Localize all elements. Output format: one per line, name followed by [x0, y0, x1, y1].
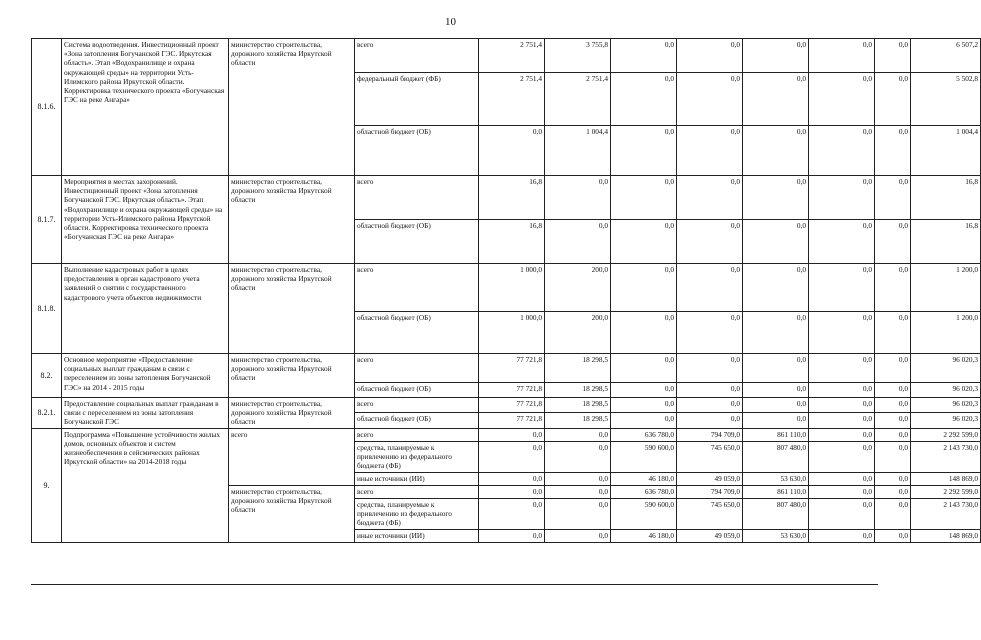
row-number: 8.2.1.	[32, 398, 62, 429]
funding-source: федеральный бюджет (ФБ)	[355, 73, 479, 126]
value-cell: 2 751,4	[479, 39, 545, 73]
value-cell: 0,0	[677, 398, 743, 413]
value-cell: 0,0	[875, 472, 911, 485]
value-cell: 0,0	[875, 176, 911, 220]
value-cell: 77 721,8	[479, 354, 545, 383]
value-cell: 0,0	[545, 428, 611, 441]
funding-source: областной бюджет (ОБ)	[355, 220, 479, 264]
value-cell: 0,0	[875, 383, 911, 398]
value-cell: 1 000,0	[479, 312, 545, 354]
value-cell: 745 650,0	[677, 441, 743, 472]
value-cell: 0,0	[677, 73, 743, 126]
table-row	[32, 264, 981, 312]
value-cell: 148 869,0	[911, 472, 981, 485]
measure-name: Мероприятия в местах захоронений. Инвестиционный проект «Зона затопления Богучанской ГЭС. Иркутская область». Этап «Водохранилище и охрана окружающей среды» на территории Усть-Илимского района Иркутской области. Корректировка технического проекта «Богучанская ГЭС на реке Ангара»	[62, 176, 229, 264]
value-cell: 0,0	[743, 126, 809, 176]
value-cell: 0,0	[479, 126, 545, 176]
page-bottom-rule	[31, 584, 878, 585]
value-cell: 794 709,0	[677, 428, 743, 441]
value-cell: 0,0	[611, 39, 677, 73]
value-cell: 77 721,8	[479, 413, 545, 428]
value-cell: 0,0	[875, 73, 911, 126]
value-cell: 0,0	[809, 498, 875, 529]
value-cell: 3 755,8	[545, 39, 611, 73]
value-cell: 0,0	[545, 485, 611, 498]
value-cell: 0,0	[545, 498, 611, 529]
table-row	[32, 39, 981, 73]
value-cell: 0,0	[677, 383, 743, 398]
funding-source: областной бюджет (ОБ)	[355, 126, 479, 176]
value-cell: 0,0	[875, 264, 911, 312]
value-cell: 0,0	[479, 485, 545, 498]
executor: министерство строительства, дорожного хозяйства Иркутской области	[229, 176, 355, 264]
value-cell: 636 780,0	[611, 485, 677, 498]
value-cell: 0,0	[809, 220, 875, 264]
value-cell: 0,0	[677, 312, 743, 354]
value-cell: 0,0	[545, 529, 611, 542]
funding-source: всего	[355, 264, 479, 312]
value-cell: 861 110,0	[743, 485, 809, 498]
value-cell: 1 004,4	[545, 126, 611, 176]
value-cell: 0,0	[611, 126, 677, 176]
value-cell: 0,0	[809, 398, 875, 413]
value-cell: 0,0	[809, 428, 875, 441]
value-cell: 1 200,0	[911, 264, 981, 312]
value-cell: 0,0	[743, 354, 809, 383]
value-cell: 0,0	[809, 472, 875, 485]
row-number: 8.1.7.	[32, 176, 62, 264]
value-cell: 807 480,0	[743, 498, 809, 529]
value-cell: 0,0	[743, 413, 809, 428]
value-cell: 0,0	[875, 220, 911, 264]
value-cell: 0,0	[809, 126, 875, 176]
funding-source: иные источники (ИИ)	[355, 529, 479, 542]
value-cell: 0,0	[479, 428, 545, 441]
table-row	[32, 354, 981, 383]
value-cell: 46 180,0	[611, 529, 677, 542]
value-cell: 148 869,0	[911, 529, 981, 542]
value-cell: 96 020,3	[911, 354, 981, 383]
value-cell: 16,8	[479, 220, 545, 264]
value-cell: 200,0	[545, 264, 611, 312]
value-cell: 0,0	[611, 176, 677, 220]
value-cell: 0,0	[875, 498, 911, 529]
value-cell: 0,0	[875, 312, 911, 354]
table-row	[32, 428, 981, 441]
measure-name: Система водоотведения. Инвестиционный проект «Зона затопления Богучанской ГЭС. Иркутская область». Этап «Водохранилище и охрана окружающей среды» на территории Усть-Илимского района Иркутской области. Корректировка технического проекта «Богучанская ГЭС на реке Ангара»	[62, 39, 229, 176]
value-cell: 18 298,5	[545, 354, 611, 383]
value-cell: 77 721,8	[479, 398, 545, 413]
value-cell: 96 020,3	[911, 383, 981, 398]
value-cell: 16,8	[911, 220, 981, 264]
value-cell: 96 020,3	[911, 398, 981, 413]
table-row	[32, 398, 981, 413]
value-cell: 1 000,0	[479, 264, 545, 312]
value-cell: 0,0	[809, 264, 875, 312]
value-cell: 0,0	[875, 428, 911, 441]
value-cell: 0,0	[875, 529, 911, 542]
value-cell: 0,0	[479, 529, 545, 542]
value-cell: 18 298,5	[545, 413, 611, 428]
value-cell: 0,0	[743, 220, 809, 264]
funding-source: всего	[355, 398, 479, 413]
executor: министерство строительства, дорожного хозяйства Иркутской области	[229, 485, 355, 542]
value-cell: 0,0	[611, 312, 677, 354]
value-cell: 53 630,0	[743, 529, 809, 542]
value-cell: 0,0	[743, 312, 809, 354]
value-cell: 6 507,2	[911, 39, 981, 73]
budget-table	[31, 38, 981, 543]
value-cell: 18 298,5	[545, 383, 611, 398]
page-number: 10	[445, 16, 456, 28]
value-cell: 0,0	[809, 73, 875, 126]
funding-source: всего	[355, 428, 479, 441]
value-cell: 0,0	[611, 398, 677, 413]
value-cell: 0,0	[875, 485, 911, 498]
value-cell: 0,0	[677, 413, 743, 428]
value-cell: 49 059,0	[677, 472, 743, 485]
value-cell: 46 180,0	[611, 472, 677, 485]
value-cell: 16,8	[479, 176, 545, 220]
value-cell: 2 143 730,0	[911, 441, 981, 472]
executor: министерство строительства, дорожного хозяйства Иркутской области	[229, 354, 355, 398]
value-cell: 53 630,0	[743, 472, 809, 485]
value-cell: 0,0	[677, 39, 743, 73]
value-cell: 0,0	[479, 441, 545, 472]
value-cell: 0,0	[743, 73, 809, 126]
funding-source: средства, планируемые к привлечению из федерального бюджета (ФБ)	[355, 498, 479, 529]
value-cell: 861 110,0	[743, 428, 809, 441]
value-cell: 0,0	[743, 398, 809, 413]
value-cell: 0,0	[611, 413, 677, 428]
value-cell: 0,0	[611, 354, 677, 383]
value-cell: 0,0	[875, 354, 911, 383]
value-cell: 0,0	[809, 383, 875, 398]
value-cell: 0,0	[677, 354, 743, 383]
value-cell: 0,0	[545, 220, 611, 264]
value-cell: 0,0	[809, 485, 875, 498]
value-cell: 0,0	[809, 441, 875, 472]
value-cell: 1 004,4	[911, 126, 981, 176]
value-cell: 2 751,4	[545, 73, 611, 126]
value-cell: 0,0	[743, 39, 809, 73]
funding-source: областной бюджет (ОБ)	[355, 312, 479, 354]
value-cell: 0,0	[545, 441, 611, 472]
value-cell: 0,0	[809, 176, 875, 220]
value-cell: 0,0	[545, 176, 611, 220]
measure-name: Выполнение кадастровых работ в целях предоставления в орган кадастрового учета заявлений о снятии с государственного кадастрового учета объектов недвижимости	[62, 264, 229, 354]
value-cell: 1 200,0	[911, 312, 981, 354]
row-number: 8.1.6.	[32, 39, 62, 176]
executor: министерство строительства, дорожного хозяйства Иркутской области	[229, 39, 355, 176]
funding-source: областной бюджет (ОБ)	[355, 383, 479, 398]
executor: всего	[229, 428, 355, 485]
funding-source: всего	[355, 354, 479, 383]
value-cell: 745 650,0	[677, 498, 743, 529]
value-cell: 0,0	[809, 354, 875, 383]
measure-name: Предоставление социальных выплат гражданам в связи с переселением из зоны затопления Богучанской ГЭС	[62, 398, 229, 429]
value-cell: 794 709,0	[677, 485, 743, 498]
row-number: 8.1.8.	[32, 264, 62, 354]
value-cell: 590 600,0	[611, 498, 677, 529]
value-cell: 0,0	[611, 264, 677, 312]
value-cell: 0,0	[809, 413, 875, 428]
value-cell: 49 059,0	[677, 529, 743, 542]
value-cell: 0,0	[611, 73, 677, 126]
value-cell: 0,0	[809, 312, 875, 354]
value-cell: 2 751,4	[479, 73, 545, 126]
value-cell: 0,0	[677, 176, 743, 220]
value-cell: 0,0	[875, 39, 911, 73]
value-cell: 0,0	[677, 264, 743, 312]
value-cell: 2 292 599,0	[911, 485, 981, 498]
value-cell: 77 721,8	[479, 383, 545, 398]
value-cell: 0,0	[743, 383, 809, 398]
value-cell: 96 020,3	[911, 413, 981, 428]
value-cell: 0,0	[809, 529, 875, 542]
value-cell: 0,0	[611, 220, 677, 264]
value-cell: 0,0	[677, 220, 743, 264]
executor: министерство строительства, дорожного хозяйства Иркутской области	[229, 264, 355, 354]
row-number: 9.	[32, 428, 62, 542]
value-cell: 0,0	[743, 176, 809, 220]
value-cell: 0,0	[875, 441, 911, 472]
funding-source: областной бюджет (ОБ)	[355, 413, 479, 428]
row-number: 8.2.	[32, 354, 62, 398]
value-cell: 0,0	[743, 264, 809, 312]
funding-source: всего	[355, 485, 479, 498]
funding-source: всего	[355, 39, 479, 73]
value-cell: 200,0	[545, 312, 611, 354]
value-cell: 807 480,0	[743, 441, 809, 472]
executor: министерство строительства, дорожного хозяйства Иркутской области	[229, 398, 355, 429]
value-cell: 2 143 730,0	[911, 498, 981, 529]
value-cell: 636 780,0	[611, 428, 677, 441]
measure-name: Основное мероприятие «Предоставление социальных выплат гражданам в связи с переселением из зоны затопления Богучанской ГЭС» на 2014 - 2015 годы	[62, 354, 229, 398]
value-cell: 0,0	[479, 498, 545, 529]
value-cell: 0,0	[875, 398, 911, 413]
value-cell: 16,8	[911, 176, 981, 220]
funding-source: всего	[355, 176, 479, 220]
value-cell: 2 292 599,0	[911, 428, 981, 441]
value-cell: 18 298,5	[545, 398, 611, 413]
value-cell: 0,0	[875, 413, 911, 428]
value-cell: 0,0	[545, 472, 611, 485]
funding-source: средства, планируемые к привлечению из федерального бюджета (ФБ)	[355, 441, 479, 472]
value-cell: 0,0	[611, 383, 677, 398]
value-cell: 0,0	[677, 126, 743, 176]
measure-name: Подпрограмма «Повышение устойчивости жилых домов, основных объектов и систем жизнеобеспечения в сейсмических районах Иркутской области» на 2014-2018 годы	[62, 428, 229, 542]
value-cell: 590 600,0	[611, 441, 677, 472]
table-row	[32, 176, 981, 220]
funding-source: иные источники (ИИ)	[355, 472, 479, 485]
value-cell: 0,0	[479, 472, 545, 485]
value-cell: 5 502,8	[911, 73, 981, 126]
value-cell: 0,0	[875, 126, 911, 176]
value-cell: 0,0	[809, 39, 875, 73]
